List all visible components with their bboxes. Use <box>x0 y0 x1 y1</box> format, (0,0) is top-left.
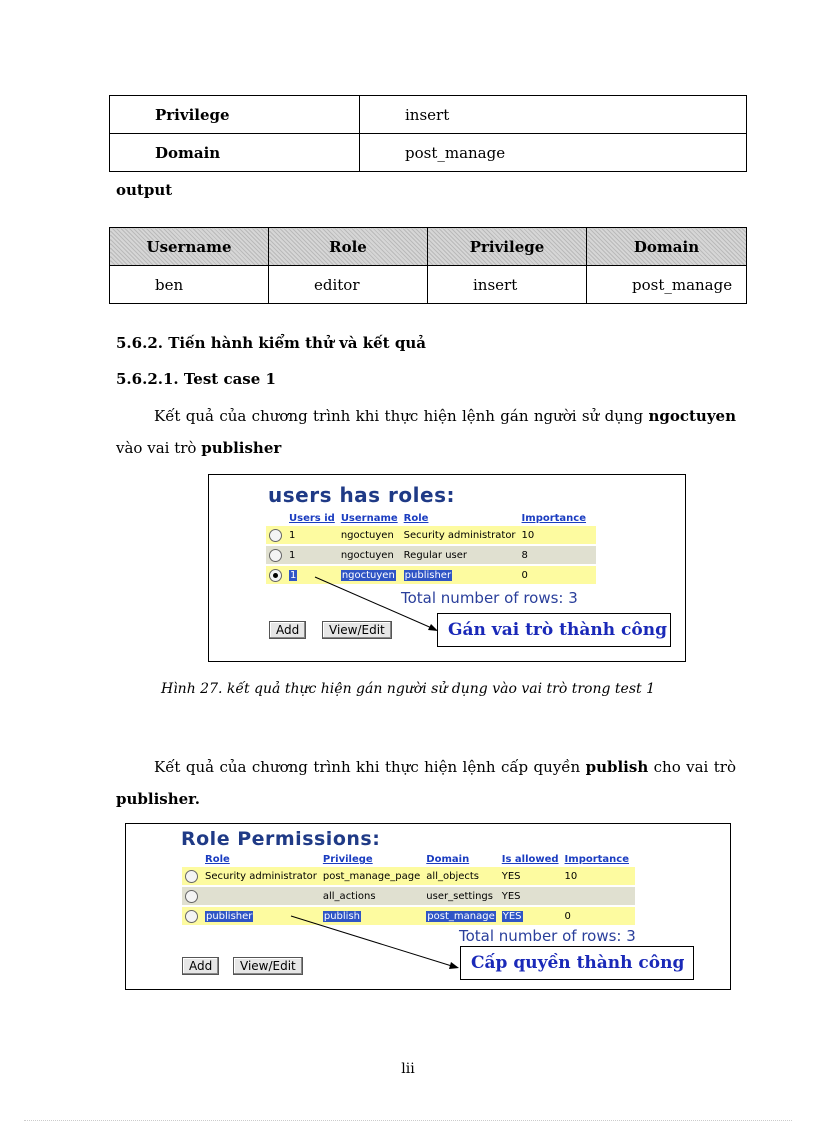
cell-domain: user_settings <box>423 887 498 905</box>
output-header-domain: Domain <box>587 228 747 266</box>
paragraph-2 <box>116 751 736 815</box>
para2-role: publisher <box>116 790 195 808</box>
output-cell-role: editor <box>269 266 428 304</box>
add-button[interactable]: Add <box>269 621 306 639</box>
cell-importance: 0 <box>519 566 596 584</box>
output-header-role: Role <box>269 228 428 266</box>
add-button[interactable]: Add <box>182 957 219 975</box>
fig2-arrow <box>126 824 730 989</box>
output-cell-username: ben <box>110 266 269 304</box>
input-table <box>109 95 747 172</box>
cell-username: ngoctuyen <box>338 546 401 564</box>
cell-username: ngoctuyen <box>338 526 401 544</box>
section-heading: 5.6.2. Tiến hành kiểm thử và kết quả <box>116 334 426 352</box>
input-value-domain: post_manage <box>360 134 747 172</box>
cell-domain: post_manage <box>427 910 495 922</box>
subsection-heading: 5.6.2.1. Test case 1 <box>116 370 276 388</box>
para1-user: ngoctuyen <box>648 407 736 425</box>
para1-role: publisher <box>201 439 282 457</box>
input-value-privilege: insert <box>360 96 747 134</box>
fig1-title: users has roles: <box>268 483 455 507</box>
output-header-username: Username <box>110 228 269 266</box>
fig2-header-domain[interactable]: Domain <box>426 854 470 865</box>
cell-privilege: publish <box>323 910 361 922</box>
fig1-callout: Gán vai trò thành công <box>437 613 671 647</box>
cell-id: 1 <box>286 526 338 544</box>
para2-mid: cho vai trò <box>648 758 736 776</box>
cell-role: Security administrator <box>202 867 320 885</box>
cell-allowed: YES <box>499 867 562 885</box>
figure-caption-27: Hình 27. kết quả thực hiện gán người sử dụng vào vai trò trong test 1 <box>161 681 655 697</box>
fig1-header-username[interactable]: Username <box>340 513 398 524</box>
cell-privilege: post_manage_page <box>320 867 423 885</box>
cell-role: Security administrator <box>401 526 519 544</box>
cell-role: publisher <box>206 910 253 922</box>
page-footer-divider <box>24 1120 792 1121</box>
para2-end: . <box>194 790 200 808</box>
page-number: lii <box>401 1061 415 1077</box>
cell-username: ngoctuyen <box>341 569 395 581</box>
cell-importance: 0 <box>562 907 635 925</box>
output-cell-domain: post_manage <box>587 266 747 304</box>
fig2-header-is-allowed[interactable]: Is allowed <box>501 854 559 865</box>
fig2-total-rows: Total number of rows: 3 <box>459 927 636 945</box>
para1-prefix: Kết quả của chương trình khi thực hiện lệnh gán người sử dụng <box>154 407 649 425</box>
input-label-privilege: Privilege <box>110 96 360 134</box>
fig1-header-role[interactable]: Role <box>403 513 429 524</box>
cell-importance: 10 <box>562 867 635 885</box>
output-header-privilege: Privilege <box>428 228 587 266</box>
view-edit-button[interactable]: View/Edit <box>233 957 303 975</box>
fig2-header-privilege[interactable]: Privilege <box>322 854 373 865</box>
fig1-header-users-id[interactable]: Users id <box>289 513 335 524</box>
cell-privilege: all_actions <box>320 887 423 905</box>
output-cell-privilege: insert <box>428 266 587 304</box>
fig2-header-role[interactable]: Role <box>205 854 230 865</box>
cell-importance: 10 <box>519 526 596 544</box>
cell-role: Regular user <box>401 546 519 564</box>
para2-prefix: Kết quả của chương trình khi thực hiện lệnh cấp quyền <box>154 758 586 776</box>
fig2-callout: Cấp quyền thành công <box>460 946 694 980</box>
cell-allowed: YES <box>499 887 562 905</box>
para1-mid: vào vai trò <box>116 439 202 457</box>
fig1-arrow <box>209 475 685 661</box>
cell-importance: 8 <box>519 546 596 564</box>
input-label-domain: Domain <box>110 134 360 172</box>
cell-id: 1 <box>290 569 297 581</box>
fig2-header-importance[interactable]: Importance <box>564 854 630 865</box>
fig1-total-rows: Total number of rows: 3 <box>401 589 578 607</box>
cell-domain: all_objects <box>423 867 498 885</box>
fig2-title: Role Permissions: <box>181 828 381 850</box>
figure-role-permissions <box>125 823 731 990</box>
output-label: output <box>116 181 173 199</box>
figure-users-has-roles <box>208 474 686 662</box>
fig1-header-importance[interactable]: Importance <box>521 513 587 524</box>
output-table <box>109 227 747 304</box>
cell-allowed: YES <box>502 910 522 922</box>
para2-privilege: publish <box>585 758 649 776</box>
cell-role: publisher <box>404 569 452 581</box>
view-edit-button[interactable]: View/Edit <box>322 621 392 639</box>
cell-id: 1 <box>286 546 338 564</box>
paragraph-1 <box>116 400 736 464</box>
